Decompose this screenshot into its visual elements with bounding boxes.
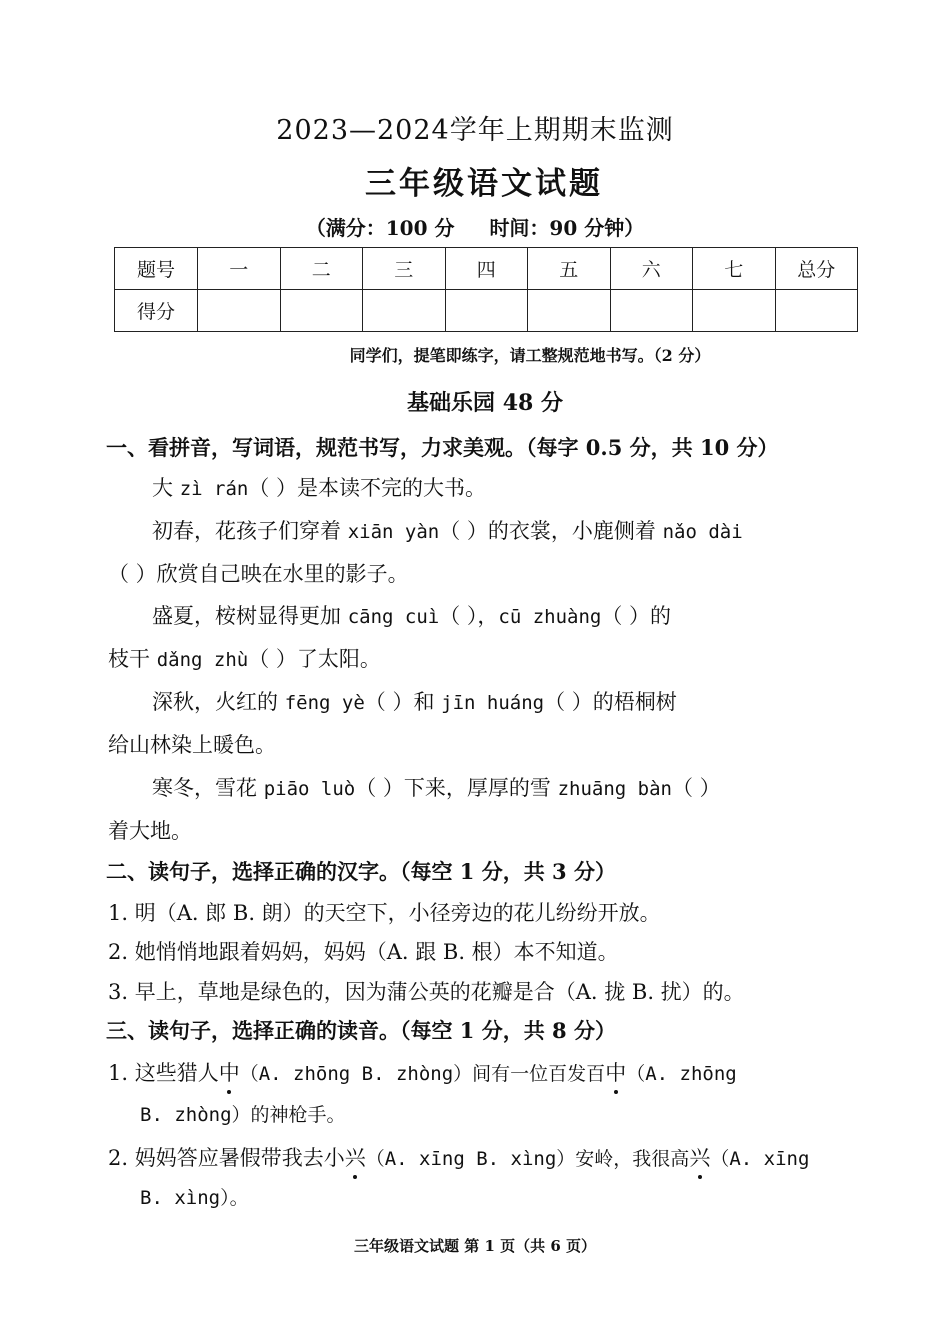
pinyin: zì rán <box>179 478 249 500</box>
section-title: 基础乐园 48 分 <box>407 390 563 416</box>
score-input-cell[interactable] <box>445 290 528 332</box>
q3-sentence <box>108 1057 737 1087</box>
q2-sentence: 2. 她悄悄地跟着妈妈，妈妈（A. 跟 B. 根）本不知道。 <box>108 940 619 964</box>
q1-heading: 一、看拼音，写词语，规范书写，力求美观。（每字 0.5 分，共 10 分） <box>106 435 779 460</box>
score-cell: 五 <box>528 248 611 290</box>
exam-subtitle: 三年级语文试题 <box>365 166 603 202</box>
score-cell: 七 <box>693 248 776 290</box>
q3-sentence-cont <box>140 1183 249 1210</box>
text: 大 <box>152 476 173 500</box>
exam-title: 2023—2024学年上期期末监测 <box>276 115 674 146</box>
exam-time: 时间：90 分钟） <box>489 216 645 240</box>
dotted-char: 中 <box>219 1057 240 1087</box>
score-cell: 六 <box>610 248 693 290</box>
text: （ ）了太阳。 <box>248 647 381 671</box>
q3-sentence <box>108 1142 809 1172</box>
text: （ ）下来，厚厚的雪 <box>355 776 551 800</box>
q1-line <box>152 515 743 545</box>
text: 初春，花孩子们穿着 <box>152 519 341 543</box>
q3-sentence-cont <box>140 1100 346 1127</box>
score-input-cell[interactable] <box>280 290 363 332</box>
text: 1. 这些猎人 <box>108 1061 219 1085</box>
score-cell: 总分 <box>775 248 858 290</box>
pinyin: xiān yàn <box>347 521 440 543</box>
score-row-label: 得分 <box>115 290 198 332</box>
pinyin: piāo luò <box>263 778 356 800</box>
text: （ ）， <box>439 604 499 628</box>
score-input-cell[interactable] <box>528 290 611 332</box>
text: （ ）的衣裳，小鹿侧着 <box>439 519 656 543</box>
score-table <box>114 247 858 332</box>
text: （ ）和 <box>364 690 435 714</box>
pinyin-options: B. xìng）。 <box>140 1187 249 1209</box>
q1-line: 给山林染上暖色。 <box>108 733 276 757</box>
pinyin-options: （A. zhōng <box>626 1063 737 1085</box>
q1-line <box>152 600 671 630</box>
pinyin-options: B. zhòng）的神枪手。 <box>140 1104 346 1126</box>
text: 深秋，火红的 <box>152 690 278 714</box>
q2-sentence: 3. 早上，草地是绿色的，因为蒲公英的花瓣是合（A. 拢 B. 扰）的。 <box>108 980 745 1004</box>
q1-line <box>152 686 677 716</box>
score-cell: 题号 <box>115 248 198 290</box>
score-cell: 三 <box>363 248 446 290</box>
q1-line <box>152 772 721 802</box>
score-table-header-row <box>115 248 858 290</box>
dotted-char: 中 <box>605 1057 626 1087</box>
text: 寒冬，雪花 <box>152 776 257 800</box>
score-cell: 四 <box>445 248 528 290</box>
text: 2. 妈妈答应暑假带我去小 <box>108 1146 345 1170</box>
q1-line: （ ）欣赏自己映在水里的影子。 <box>108 562 409 586</box>
q2-heading: 二、读句子，选择正确的汉字。（每空 1 分，共 3 分） <box>106 859 616 884</box>
q1-line <box>152 472 486 502</box>
score-table-score-row <box>115 290 858 332</box>
pinyin: jīn huáng <box>441 692 545 714</box>
score-cell: 一 <box>198 248 281 290</box>
score-input-cell[interactable] <box>775 290 858 332</box>
pinyin: cū zhuàng <box>498 606 602 628</box>
text: 盛夏，桉树显得更加 <box>152 604 341 628</box>
score-input-cell[interactable] <box>693 290 776 332</box>
text: （ ）的梧桐树 <box>544 690 677 714</box>
pinyin: zhuāng bàn <box>557 778 672 800</box>
pinyin: cāng cuì <box>347 606 440 628</box>
text: （ ） <box>671 776 721 800</box>
exam-info <box>0 212 950 241</box>
score-input-cell[interactable] <box>198 290 281 332</box>
score-input-cell[interactable] <box>363 290 446 332</box>
pinyin: fēng yè <box>284 692 365 714</box>
text: 枝干 <box>108 647 150 671</box>
writing-note: 同学们，提笔即练字，请工整规范地书写。（2 分） <box>349 346 711 365</box>
pinyin: nǎo dài <box>662 521 743 543</box>
q1-line <box>108 643 381 673</box>
q2-sentence: 1. 明（A. 郎 B. 朗）的天空下，小径旁边的花儿纷纷开放。 <box>108 901 661 925</box>
pinyin: dǎng zhù <box>156 649 249 671</box>
dotted-char: 兴 <box>689 1142 710 1172</box>
q1-line: 着大地。 <box>108 819 192 843</box>
q3-heading: 三、读句子，选择正确的读音。（每空 1 分，共 8 分） <box>106 1018 616 1043</box>
full-score: （满分：100 分 <box>305 216 455 240</box>
dotted-char: 兴 <box>345 1142 366 1172</box>
pinyin-options: （A. zhōng B. zhòng）间有一位百发百 <box>239 1063 606 1085</box>
pinyin-options: （A. xīng B. xìng）安岭，我很高 <box>365 1148 690 1170</box>
pinyin-options: （A. xīng <box>710 1148 810 1170</box>
text: （ ）是本读不完的大书。 <box>248 476 487 500</box>
score-cell: 二 <box>280 248 363 290</box>
page-footer: 三年级语文试题 第 1 页（共 6 页） <box>354 1237 596 1255</box>
text: （ ）的 <box>601 604 672 628</box>
score-input-cell[interactable] <box>610 290 693 332</box>
